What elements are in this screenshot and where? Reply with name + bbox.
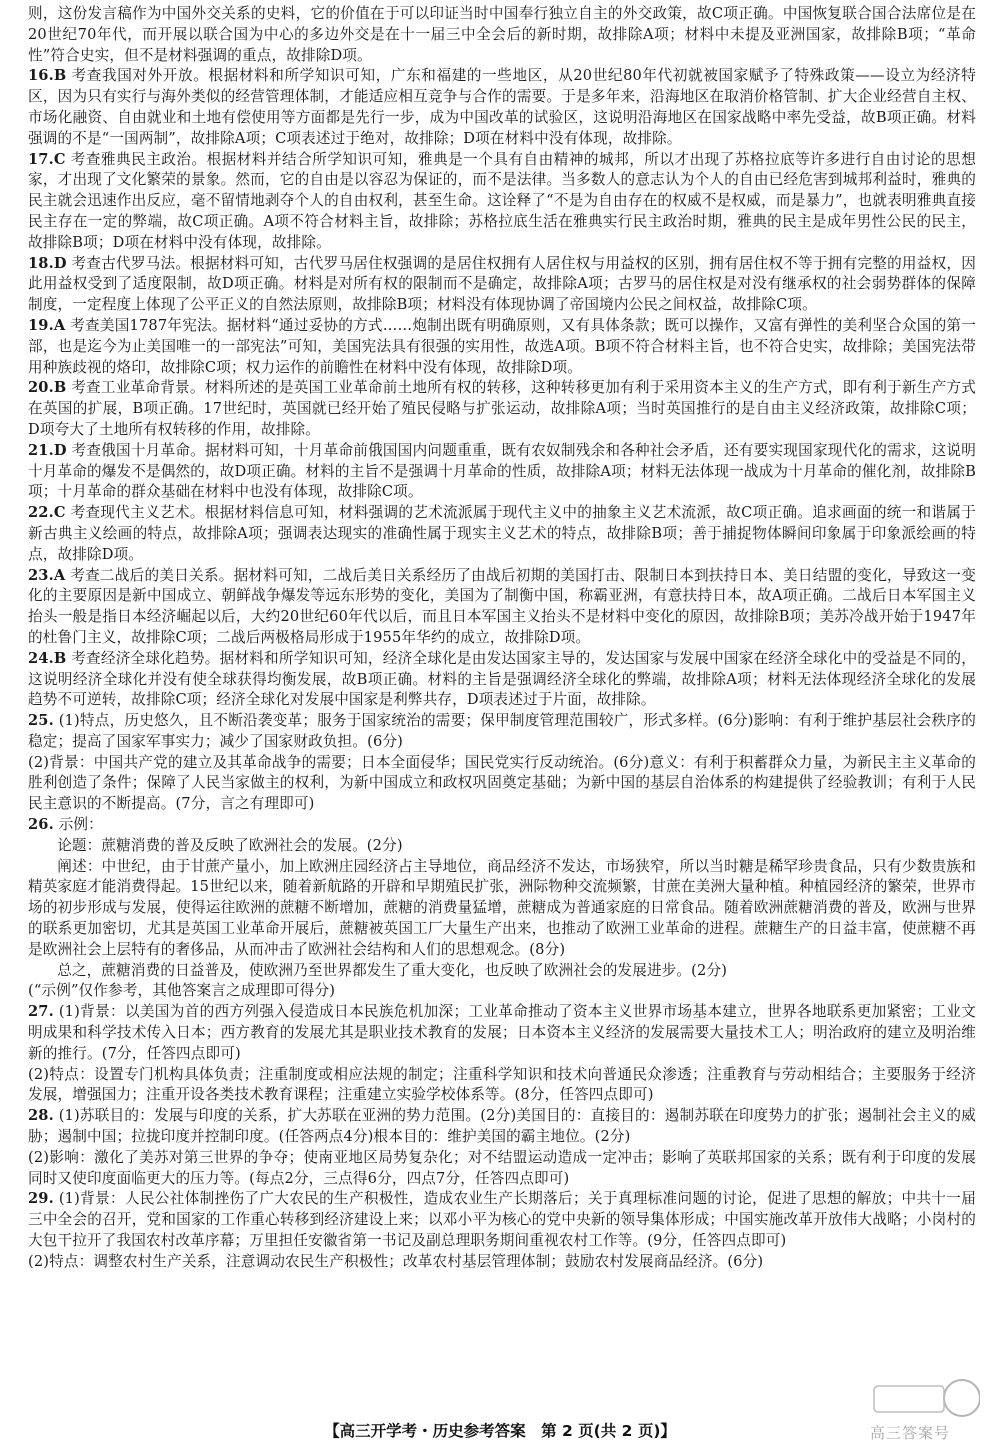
answer-text: 考查美国1787年宪法。据材料“通过妥协的方式……炮制出既有明确原则，又有具体条款；既可以操作，又富有弹性的美利坚合众国的第一部，也是迄今为止美国唯一的一部宪法”可知，美国宪法具有很强的实用性，故选A项。B项不符合材料主旨，也不符合史实，故排除；美国宪法带用种族歧视的烙印，故排除C项；权力运作的前瞻性在材料中没有体现，故排除D项。 (28, 316, 976, 376)
answer-text: (2)特点：调整农村生产关系，注意调动农民生产积极性；改革农村基层管理体制；鼓励农村发展商品经济。(6分) (28, 1252, 764, 1270)
answer-entry (28, 815, 976, 1002)
answer-text: 考查二战后的美日关系。据材料可知，二战后美日关系经历了由战后初期的美国打击、限制日本到扶持日本、美日结盟的变化，导致这一变化的主要原因是新中国成立、朝鲜战争爆发等远东形势的变化，美国为了制衡中国，称霸亚洲，有意扶持日本，故A项正确。二战后日本军国主义抬头一般是指日本经济崛起以后，大约20世纪60年代以后，而且日本军国主义抬头不是材料中变化的原因，故排除B项；美苏冷战开始于1947年的杜鲁门主义，故排除C项；二战后两极格局形成于1955年华约的成立，故排除D项。 (28, 566, 976, 646)
essay-paragraph: 总之，蔗糖消费的日益普及，使欧洲乃至世界都发生了重大变化，也反映了欧洲社会的发展进步。(2分) (57, 961, 728, 979)
grading-note: (“示例”仅作参考，其他答案言之成理即可得分) (28, 982, 336, 1000)
answer-entry (28, 316, 976, 378)
answer-text: 则，这份发言稿作为中国外交关系的史料，它的价值在于可以印证当时中国奉行独立自主的外交政策，故C项正确。中国恢复联合国合法席位是在20世纪70年代，而开展以联合国为中心的多边外交是在十一届三中全会后的新时期，故排除A项；材料中未提及亚洲国家，故排除B项；“革命性”符合史实，但不是材料强调的重点，故排除D项。 (28, 5, 976, 64)
answer-entry (28, 441, 976, 503)
answer-paragraph (28, 1002, 976, 1064)
answer-entry (28, 1106, 976, 1189)
question-number: 24.B (28, 649, 67, 667)
question-number: 28. (28, 1107, 54, 1125)
watermark-icon (870, 1378, 980, 1422)
answer-entry (28, 649, 976, 711)
question-number: 17.C (28, 150, 66, 168)
answer-paragraph (28, 753, 976, 815)
answer-entry (28, 711, 976, 815)
answer-entry (28, 66, 976, 149)
answer-paragraph (28, 1189, 976, 1251)
question-number: 19.A (28, 316, 66, 334)
essay-paragraph: 论题：蔗糖消费的普及反映了欧洲社会的发展。(2分) (57, 836, 403, 854)
answer-paragraph (28, 441, 976, 503)
question-number: 18.D (28, 254, 67, 272)
question-number: 16.B (28, 67, 67, 85)
answer-paragraph (28, 150, 976, 254)
answer-text: (1)背景：以美国为首的西方列强入侵造成日本民族危机加深；工业革命推动了资本主义世界市场基本建立，世界各地联系更加紧密；工业文明成果和科学技术传入日本；西方教育的发展尤其是职业技术教育的发展；日本资本主义经济的发展需要大量技术工人；明治政府的建立及明治维新的推行。(7分，任答四点即可) (28, 1003, 976, 1062)
watermark-logo (870, 1378, 990, 1444)
question-number: 27. (28, 1003, 54, 1021)
question-number: 25. (28, 712, 54, 730)
answer-entry (28, 1189, 976, 1272)
answer-page (28, 4, 976, 1404)
answer-text: 考查工业革命背景。材料所述的是英国工业革命前土地所有权的转移，这种转移更加有利于采用资本主义的生产方式，即有利于新生产方式在英国的扩展，B项正确。17世纪时，英国就已经开始了殖民侵略与扩张运动，故排除A项；当时英国推行的是自由主义经济政策，故排除C项；D项夸大了土地所有权转移的作用，故排除。 (28, 379, 976, 438)
answer-text: (2)特点：设置专门机构具体负责；注重制度或相应法规的制定；注重科学知识和技术向普通民众渗透；注重教育与劳动相结合；主要服务于经济发展，增强国力；注重开设各类技术教育课程；注重建立实验学校体系等。(8分，任答四点即可) (28, 1065, 976, 1104)
answer-text: (2)影响：激化了美苏对第三世界的争夺；使南亚地区局势复杂化；对不结盟运动造成一定冲击；影响了英联邦国家的关系；既有利于印度的发展同时又使印度面临更大的压力等。(每点2分，三点得6分，四点7分，任答四点即可) (28, 1148, 976, 1187)
answer-text: (1)特点，历史悠久，且不断沿袭变革；服务于国家统治的需要；保甲制度管理范围较广，形式多样。(6分)影响：有利于维护基层社会秩序的稳定；提高了国家军事实力；减少了国家财政负担。(6分) (28, 712, 976, 750)
answer-paragraph (28, 378, 976, 440)
answer-paragraph (28, 649, 976, 711)
question-number: 23.A (28, 566, 66, 584)
answer-text: 考查雅典民主政治。根据材料并结合所学知识可知，雅典是一个具有自由精神的城邦，所以才出现了苏格拉底等许多进行自由讨论的思想家，才出现了文化繁荣的景象。然而，它的自由是以容忍为保证的，而不是法律。当多数人的意志认为个人的自由已经危害到城邦利益时，雅典的民主就会迅速作出反应，毫不留情地剥夺个人的自由权利，甚至生命。这诠释了“不是为自由存在的权威不是权威，而是暴力”，也就表明雅典直接民主存在一定的弊端，故C项正确。A项不符合材料主旨，故排除；苏格拉底生活在雅典实行民主政治时期，雅典的民主是成年男性公民的民主，故排除B项；D项在材料中没有体现，故排除。 (28, 150, 976, 251)
answer-paragraph (28, 503, 976, 565)
question-number: 29. (28, 1190, 54, 1208)
watermark-text: 高三答案号 (870, 1424, 951, 1442)
answer-entry (28, 378, 976, 440)
answer-text: 示例： (58, 816, 103, 834)
question-number: 20.B (28, 379, 67, 397)
answer-entry (28, 150, 976, 254)
answer-paragraph (28, 66, 976, 149)
answer-text: 考查现代主义艺术。根据材料信息可知，材料强调的艺术流派属于现代主义中的抽象主义艺术流派，故C项正确。追求画面的统一和谐属于新古典主义绘画的特点，故排除A项；强调表达现实的准确性属于现实主义艺术的特点，故排除B项；善于捕捉物体瞬间印象属于印象派绘画的特点，故排除D项。 (28, 504, 976, 563)
question-number: 21.D (28, 441, 67, 459)
answer-paragraph (28, 1148, 976, 1190)
answer-text: (1)背景：人民公社体制挫伤了广大农民的生产积极性，造成农业生产长期落后；关于真理标准问题的讨论，促进了思想的解放；中共十一届三中全会的召开，党和国家的工作重心转移到经济建设上来；以邓小平为核心的党中央新的领导集体形成；中国实施改革开放伟大战略；小岗村的大包干拉开了我国农村改革序幕；万里担任安徽省第一书记及副总理职务期间重视农村工作等。(9分，任答四点即可) (28, 1190, 976, 1250)
answer-paragraph (28, 566, 976, 649)
answer-entry (28, 1002, 976, 1106)
answer-paragraph (28, 316, 976, 378)
answer-paragraph (28, 711, 976, 753)
answer-paragraph (28, 4, 976, 66)
question-number: 26. (28, 816, 54, 834)
answer-text: 考查俄国十月革命。据材料可知，十月革命前俄国国内问题重重，既有农奴制残余和各种社会矛盾，还有要实现国家现代化的需求，这说明十月革命的爆发不是偶然的，故D项正确。材料的主旨不是强调十月革命的性质，故排除A项；材料无法体现一战成为十月革命的催化剂，故排除B项；十月革命的群众基础在材料中也没有体现，故排除C项。 (28, 441, 976, 501)
page-footer: 【高三开学考・历史参考答案 第 2 页(共 2 页)】 (324, 1422, 676, 1440)
answer-paragraph (28, 1106, 976, 1148)
answer-entry (28, 4, 976, 66)
answer-paragraph (28, 1065, 976, 1107)
answer-entry (28, 254, 976, 316)
answer-text: 考查经济全球化趋势。据材料和所学知识可知，经济全球化是由发达国家主导的，发达国家与发展中国家在经济全球化中的受益是不同的，这说明经济全球化并没有使全球获得均衡发展，故B项正确。材料的主旨是强调经济全球化的弊端，故排除A项；材料无法体现经济全球化的发展趋势不可逆转，故排除C项；经济全球化对发展中国家是利弊共存，D项表述过于片面，故排除。 (28, 649, 976, 709)
essay-paragraph: 阐述：中世纪，由于甘蔗产量小，加上欧洲庄园经济占主导地位，商品经济不发达，市场狭窄，所以当时糖是稀罕珍贵食品，只有少数贵族和精英家庭才能消费得起。15世纪以来，随着新航路的开辟和早期殖民扩张，洲际物种交流频繁，甘蔗在美洲大量种植。种植园经济的繁荣，世界市场的初步形成与发展，使得运往欧洲的蔗糖不断增加，蔗糖的消费量猛增，蔗糖成为普通家庭的日常食品。随着欧洲蔗糖消费的普及，欧洲与世界的联系更加密切，尤其是英国工业革命开展后，蔗糖被英国工厂大量生产出来，也推动了欧洲工业革命的进程。蔗糖生产的日益丰富，使蔗糖不再是欧洲社会上层特有的奢侈品，从而冲击了欧洲社会结构和人们的思想观念。(8分) (28, 857, 976, 958)
question-number: 22.C (28, 504, 66, 522)
answer-paragraph (28, 254, 976, 316)
answer-text: (1)苏联目的：发展与印度的关系，扩大苏联在亚洲的势力范围。(2分)美国目的：直接目的：遏制苏联在印度势力的扩张；遏制社会主义的威胁；遏制中国；拉拢印度并控制印度。(任答两点4分)根本目的：维护美国的霸主地位。(2分) (28, 1107, 976, 1146)
answer-paragraph (28, 815, 976, 836)
answer-entry (28, 566, 976, 649)
answer-text: (2)背景：中国共产党的建立及其革命战争的需要；日本全面侵华；国民党实行反动统治。(6分)意义：有利于积蓄群众力量，为新民主主义革命的胜利创造了条件；保障了人民当家做主的权利，为新中国成立和政权巩固奠定基础；为新中国的基层自治体系的构建提供了经验教训；有利于人民民主意识的不断提高。(7分，言之有理即可) (28, 753, 976, 813)
answer-list (28, 4, 976, 1273)
answer-entry (28, 503, 976, 565)
answer-text: 考查我国对外开放。根据材料和所学知识可知，广东和福建的一些地区，从20世纪80年代初就被国家赋予了特殊政策——设立为经济特区，因为只有实行与海外类似的经营管理体制，才能适应相互竞争与合作的需要。于是多年来，沿海地区在取消价格管制、扩大企业经营自主权、市场化融资、自由就业和土地有偿使用等方面都是先行一步，成为中国改革的试验区，这说明沿海地区在国家战略中率先受益，故B项正确。材料强调的不是“一国两制”，故排除A项；C项表述过于绝对，故排除；D项在材料中没有体现，故排除。 (28, 67, 976, 147)
answer-paragraph (28, 1252, 976, 1273)
answer-text: 考查古代罗马法。根据材料可知，古代罗马居住权强调的是居住权拥有人居住权与用益权的区别，拥有居住权不等于拥有完整的用益权，因此用益权受到了适度限制，故D项正确。材料是对所有权的限制而不是确定，故排除A项；古罗马的居住权是对没有继承权的社会弱势群体的保障制度，一定程度上体现了公平正义的自然法原则，故排除B项；材料没有体现协调了帝国境内公民之间权益，故排除C项。 (28, 254, 976, 314)
